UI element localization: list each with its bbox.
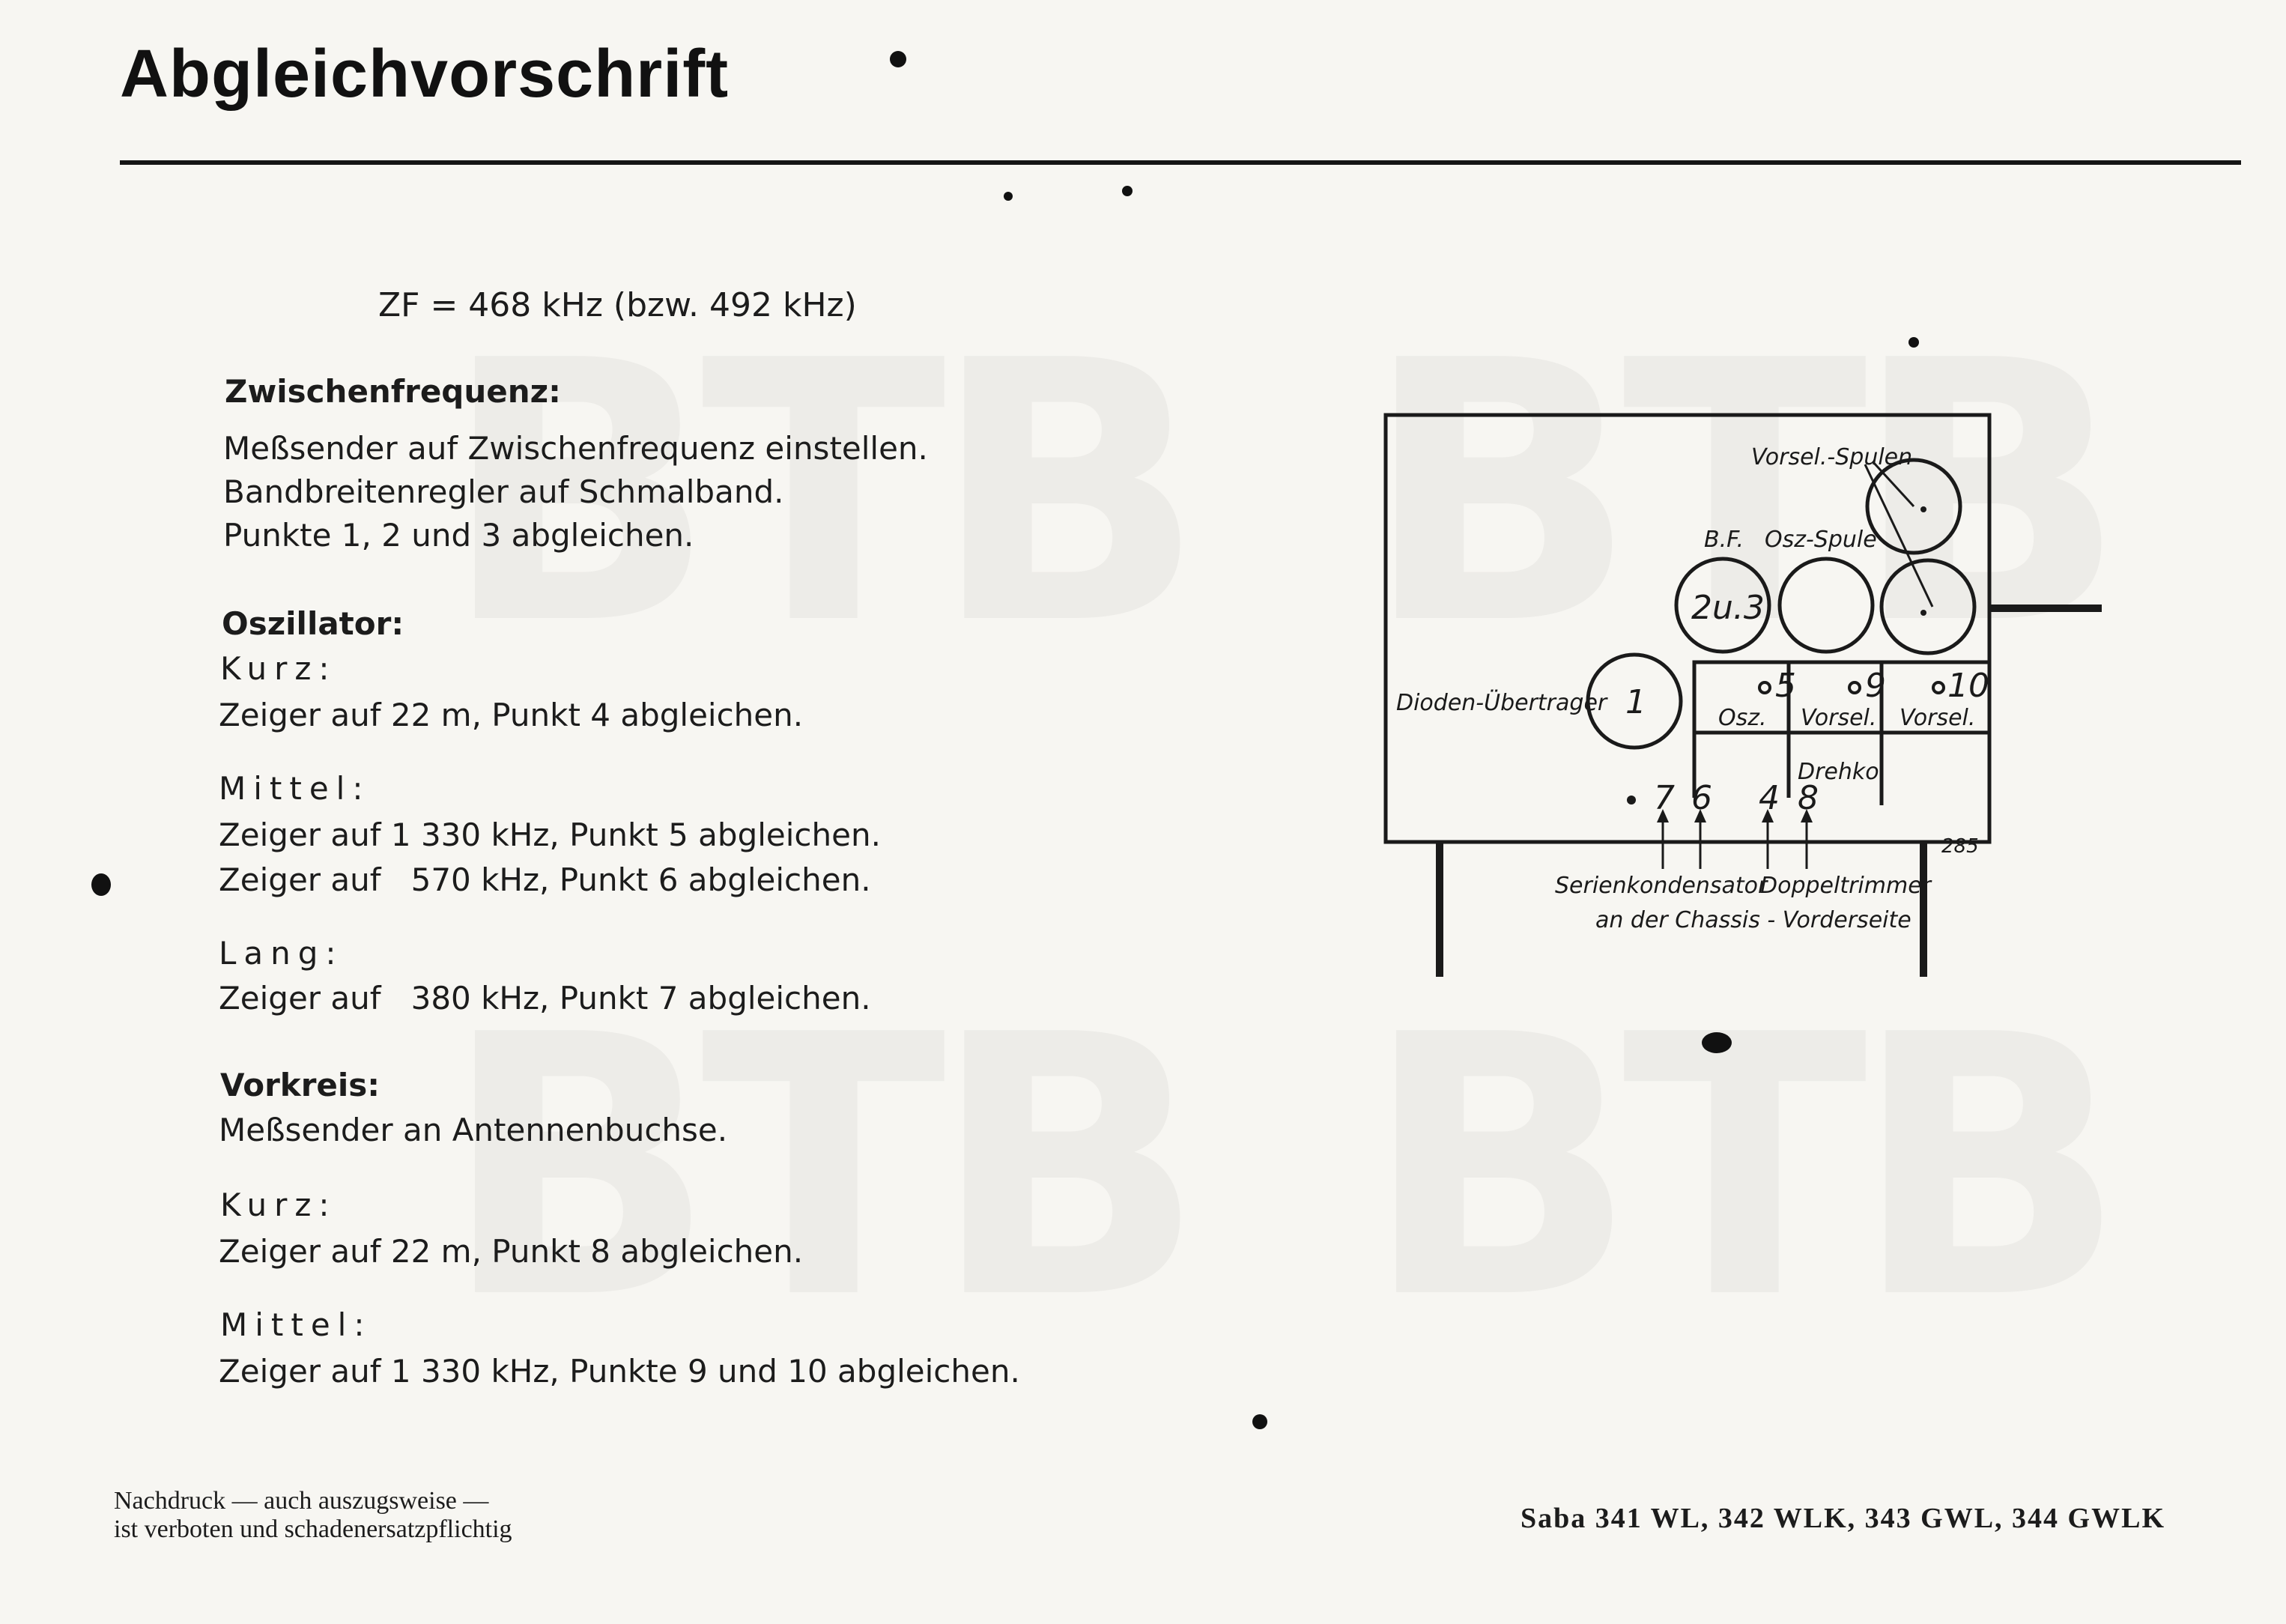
osz-lang-line: Zeiger auf 380 kHz, Punkt 7 abgleichen. [219, 980, 871, 1016]
label-point-4: 4 [1759, 779, 1780, 817]
zwischenfrequenz-heading: Zwischenfrequenz: [225, 373, 561, 410]
watermark [1363, 959, 2111, 1378]
osz-kurz-line: Zeiger auf 22 m, Punkt 4 abgleichen. [219, 697, 804, 733]
scan-speck [890, 51, 906, 67]
label-point-7: 7 [1654, 779, 1675, 817]
footer-copyright-line-1: Nachdruck — auch auszugsweise — [114, 1487, 489, 1515]
label-point-10: 10 [1947, 667, 1989, 705]
vorkreis-mittel-label: Mittel: [220, 1306, 372, 1343]
osz-mittel-line-2: Zeiger auf 570 kHz, Punkt 6 abgleichen. [219, 861, 871, 898]
zf-line-1: Meßsender auf Zwischenfrequenz einstellen. [223, 430, 928, 467]
watermark [442, 959, 1190, 1378]
label-vorsel-a: Vorsel. [1801, 705, 1877, 731]
chassis-outline [1386, 415, 1989, 842]
label-point-9: 9 [1865, 667, 1886, 705]
label-osz-spule: Osz-Spule [1765, 527, 1877, 553]
chassis-diagram [1348, 390, 2112, 989]
scan-speck [1004, 192, 1013, 201]
osz-lang-label: Lang: [219, 935, 344, 972]
vorkreis-heading: Vorkreis: [220, 1067, 381, 1103]
label-vorsel-b: Vorsel. [1900, 705, 1976, 731]
label-drehko: Drehko [1798, 759, 1879, 785]
label-bf: B.F. [1704, 527, 1744, 553]
scan-speck [1908, 337, 1919, 348]
page-title: Abgleichvorschrift [120, 37, 730, 112]
vorkreis-kurz-line: Zeiger auf 22 m, Punkt 8 abgleichen. [219, 1233, 804, 1270]
vorsel-coil-bottom [1882, 560, 1974, 653]
label-chassis: an der Chassis - Vorderseite [1595, 907, 1911, 933]
footer-models: Saba 341 WL, 342 WLK, 343 GWL, 344 GWLK [1521, 1503, 2166, 1534]
title-rule [120, 160, 2241, 165]
label-2u3: 2u.3 [1691, 589, 1765, 627]
label-osz: Osz. [1718, 705, 1767, 731]
label-coil-1: 1 [1625, 683, 1646, 721]
vorkreis-kurz-label: Kurz: [220, 1187, 337, 1223]
label-point-5: 5 [1775, 667, 1796, 705]
osz-kurz-label: Kurz: [220, 650, 337, 687]
scan-speck [1252, 1414, 1267, 1429]
label-285: 285 [1941, 835, 1979, 858]
osz-mittel-label: Mittel: [219, 770, 371, 807]
osz-mittel-line-1: Zeiger auf 1 330 kHz, Punkt 5 abgleichen. [219, 816, 881, 853]
footer-copyright [114, 1487, 512, 1544]
vorkreis-mittel-line: Zeiger auf 1 330 kHz, Punkte 9 und 10 abgleichen. [219, 1353, 1020, 1390]
vorkreis-line: Meßsender an Antennenbuchse. [219, 1112, 728, 1148]
oszillator-heading: Oszillator: [222, 605, 404, 642]
label-dioden: Dioden-Übertrager [1396, 690, 1607, 716]
label-vorsel-spulen: Vorsel.-Spulen [1751, 444, 1913, 470]
zf-line-3: Punkte 1, 2 und 3 abgleichen. [223, 517, 694, 554]
scan-speck [1702, 1032, 1732, 1053]
zf-line: ZF = 468 kHz (bzw. 492 kHz) [378, 286, 857, 324]
scan-speck [91, 873, 111, 896]
osz-coil [1780, 559, 1873, 652]
label-serienkondensator: Serienkondensator [1555, 873, 1768, 899]
label-doppeltrimmer: Doppeltrimmer [1760, 873, 1932, 899]
scan-speck [1122, 186, 1133, 196]
footer-copyright-line-2: ist verboten und schadenersatzpflichtig [114, 1515, 512, 1543]
zf-line-2: Bandbreitenregler auf Schmalband. [223, 473, 784, 510]
label-point-8: 8 [1798, 779, 1819, 817]
label-point-6: 6 [1691, 779, 1712, 817]
